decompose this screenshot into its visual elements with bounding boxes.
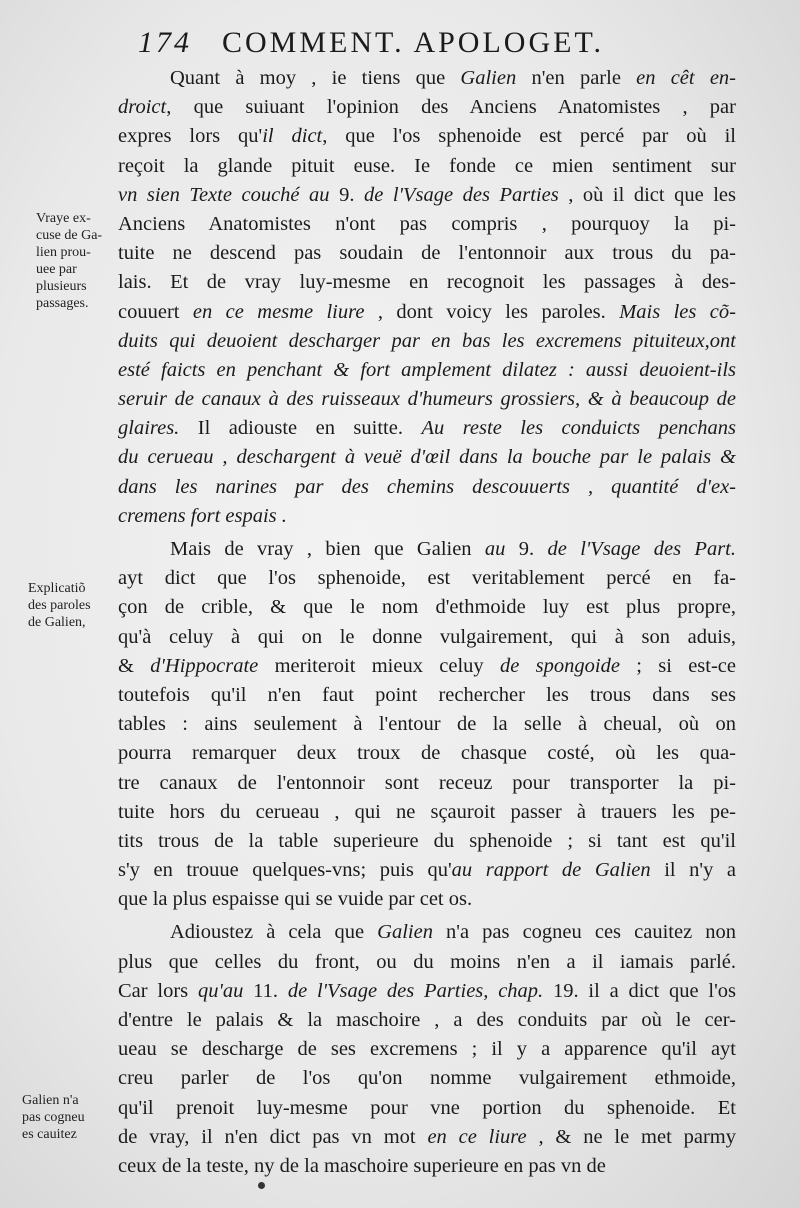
text-segment: , que l'os sphenoide est percé par où il (322, 125, 736, 148)
italic-segment: Au reste les conduicts penchans (421, 417, 736, 440)
text-line (118, 210, 736, 239)
text-line (118, 414, 736, 443)
italic-segment: vn sien Texte couché au (118, 183, 330, 206)
text-line (118, 948, 736, 977)
italic-segment: duits qui deuoient descharger par en bas les excremens pituiteux,ont (118, 329, 736, 352)
italic-segment: dans les narines par des chemins descouuerts , quantité d'ex- (118, 475, 736, 498)
italic-segment: Galien (460, 67, 517, 89)
text-line (118, 535, 736, 564)
text-line (118, 152, 736, 181)
text-segment: d'entre le palais & la maschoire , a des conduits par où le cer- (118, 1009, 736, 1031)
text-line (118, 856, 736, 885)
italic-segment: de l'Vsage des Part. (547, 538, 736, 560)
text-line (118, 443, 736, 472)
margin-note-explication (28, 580, 91, 631)
text-segment: 9. (505, 538, 548, 560)
text-segment: , dont voicy les paroles. (364, 300, 620, 323)
italic-segment: en ce mesme liure (192, 300, 365, 323)
text-segment: Adioustez à cela que (170, 921, 378, 944)
text-line (118, 918, 736, 947)
text-segment: ceux de la teste, ny de la maschoire superieure en pas vn de (118, 1154, 606, 1177)
text-line (118, 93, 736, 122)
text-line (118, 1064, 736, 1093)
italic-segment: au (484, 538, 506, 560)
margin-note-line: lien prou- (36, 245, 91, 260)
text-segment: Quant à moy , ie tiens que (170, 67, 461, 89)
text-line (118, 710, 736, 739)
text-segment: toutefois qu'il n'en faut point rechercher les trous dans ses (118, 683, 736, 706)
italic-segment: esté faicts en penchant & fort amplement dilatez : aussi deuoient-ils (118, 358, 736, 381)
text-segment: 11. (243, 979, 288, 1002)
margin-note-line: de Galien, (28, 615, 86, 630)
text-segment: ; si est-ce (619, 654, 736, 677)
text-line (118, 1123, 736, 1152)
text-line (118, 1035, 736, 1064)
text-segment: lais. Et de vray luy-mesme en recognoit les passages à des- (118, 271, 736, 294)
text-segment: qu'il prenoit luy-mesme pour vne portion du sphenoide. Et (118, 1096, 736, 1119)
running-title: COMMENT. APOLOGET. (222, 26, 605, 59)
text-segment: tre canaux de l'entonnoir sont receuz pour transporter la pi- (118, 771, 736, 794)
text-segment: il n'y a (650, 859, 736, 882)
text-segment: tuite ne descend pas soudain de l'entonnoir aux trous du pa- (118, 242, 736, 265)
margin-note-line: Explicatiõ (28, 581, 86, 596)
italic-segment: seruir de canaux à des ruisseaux d'humeurs grossiers, & à beaucoup de (118, 388, 736, 411)
text-segment: , où il dict que les (558, 183, 736, 206)
text-line (118, 122, 736, 151)
text-segment: pourra remarquer deux troux de chasque costé, où les qua- (118, 742, 736, 765)
margin-note-line: pas cogneu (22, 1110, 85, 1125)
text-line (118, 681, 736, 710)
text-line (118, 502, 736, 531)
text-line (118, 473, 736, 502)
text-line (118, 977, 736, 1006)
text-segment: Anciens Anatomistes n'ont pas compris , pourquoy la pi- (118, 212, 736, 235)
text-line (118, 181, 736, 210)
italic-segment: en cêt en- (636, 67, 736, 89)
text-line (118, 268, 736, 297)
italic-segment: de l'Vsage des Parties (364, 183, 559, 206)
text-line (118, 327, 736, 356)
text-line (118, 356, 736, 385)
text-segment: n'a pas cogneu ces cauitez non (432, 921, 736, 944)
text-segment: meriteroit mieux celuy (258, 654, 500, 677)
margin-note-line: Galien n'a (22, 1093, 79, 1108)
italic-segment: droict (118, 96, 167, 119)
text-segment: creu parler de l'os qu'on nomme vulgairement ethmoide, (118, 1067, 736, 1090)
margin-note-line: plusieurs (36, 279, 87, 294)
italic-segment: glaires. (118, 417, 180, 440)
text-segment: tits trous de la table superieure du sphenoide ; si tant est qu'il (118, 829, 736, 852)
text-line (118, 652, 736, 681)
page-number: 174 (138, 26, 192, 59)
text-segment: Il adiouste en suitte. (179, 417, 422, 440)
margin-note-line: es cauitez (22, 1127, 77, 1142)
text-line (118, 1006, 736, 1035)
text-line (118, 798, 736, 827)
text-segment: couuert (118, 300, 193, 323)
text-segment: que la plus espaisse qui se vuide par cet os. (118, 888, 473, 911)
italic-segment: d'Hippocrate (150, 654, 259, 677)
text-line (118, 64, 736, 93)
margin-note-line: uee par (36, 262, 77, 277)
italic-segment: de spongoide (499, 654, 620, 677)
italic-segment: au rapport de Galien (451, 859, 651, 882)
text-segment: 9. (329, 183, 364, 206)
italic-segment: qu'au (197, 979, 244, 1002)
text-segment: & (118, 654, 151, 677)
text-segment: ueau se descharge de ses excremens ; il y a apparence qu'il ayt (118, 1038, 736, 1061)
text-segment: tables : ains seulement à l'entour de la selle à cheual, où on (118, 713, 736, 736)
text-line (118, 1094, 736, 1123)
text-segment: , que suiuant l'opinion des Anciens Anatomistes , par (166, 96, 736, 119)
text-segment: s'y en trouue quelques-vns; puis qu' (118, 859, 452, 882)
italic-segment: il dict (262, 125, 323, 148)
main-text (118, 64, 736, 1181)
italic-segment: de l'Vsage des Parties, chap. (287, 979, 544, 1002)
italic-segment: cremens fort espais . (118, 504, 287, 527)
text-segment: tuite hors du cerueau , qui ne sçauroit passer à trauers les pe- (118, 800, 736, 823)
italic-segment: en ce liure (427, 1125, 527, 1148)
text-segment: ayt dict que l'os sphenoide, est veritablement percé en fa- (118, 567, 736, 590)
text-segment: qu'à celuy à qui on le donne vulgairement, qui à son aduis, (118, 625, 736, 648)
text-line (118, 298, 736, 327)
margin-note-vraye-excuse (36, 210, 102, 312)
text-line (118, 739, 736, 768)
text-segment: Car lors (118, 979, 198, 1002)
margin-note-line: des paroles (28, 598, 91, 613)
margin-note-line: passages. (36, 296, 89, 311)
text-line (118, 564, 736, 593)
text-line (118, 239, 736, 268)
text-segment: expres lors qu' (118, 125, 263, 148)
text-segment: plus que celles du front, ou du moins n'en a il iamais parlé. (118, 950, 736, 973)
text-segment: reçoit la glande pituit euse. Ie fonde ce mien sentiment sur (118, 154, 736, 177)
text-line (118, 593, 736, 622)
italic-segment: Mais les cõ- (619, 300, 736, 323)
italic-segment: du cerueau , deschargent à veuë d'œil dans la bouche par le palais & (118, 446, 736, 469)
margin-note-line: Vraye ex- (36, 211, 91, 226)
text-line (118, 827, 736, 856)
text-segment: , & ne le met parmy (526, 1125, 736, 1148)
text-segment: 19. il a dict que l'os (543, 979, 736, 1002)
text-line (118, 1152, 736, 1181)
margin-note-line: cuse de Ga- (36, 228, 103, 243)
text-segment: n'en parle (516, 67, 637, 89)
italic-segment: Galien (377, 921, 433, 944)
text-segment: çon de crible, & que le nom d'ethmoide luy est plus propre, (118, 596, 736, 619)
text-line (118, 385, 736, 414)
text-segment: Mais de vray , bien que Galien (170, 538, 485, 560)
margin-note-galien-na-pas (22, 1092, 85, 1143)
text-segment: de vray, il n'en dict pas vn mot (118, 1125, 428, 1148)
text-line (118, 769, 736, 798)
text-line (118, 623, 736, 652)
printer-mark (258, 1182, 265, 1189)
text-line (118, 885, 736, 914)
